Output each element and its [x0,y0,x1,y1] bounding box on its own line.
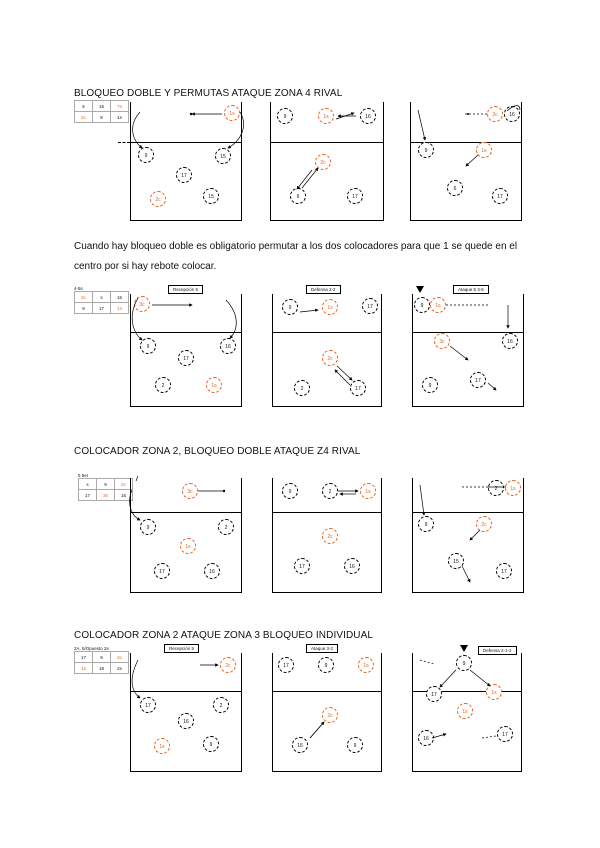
court-diagram-1c [410,102,522,221]
player: 2c [476,516,492,532]
player: 16 [204,563,220,579]
player: 16 [502,333,518,349]
player: 17 [362,298,378,314]
player: 9 [347,737,363,753]
player: 9 [282,483,298,499]
player: 9 [414,297,430,313]
phase-label: Defensa 2-2 [306,285,341,294]
phase-label: Recepción 5 [164,644,199,653]
phase-label: Defensa 2-1-2 [478,646,517,655]
player: 2 [294,380,310,396]
player: 2c [322,528,338,544]
section1-title: BLOQUEO DOBLE Y PERMUTAS ATAQUE ZONA 4 RIVAL [74,88,343,99]
player: 17 [178,350,194,366]
player: 17 [140,697,156,713]
down-arrow-icon [416,286,424,293]
player: 1s [154,738,170,754]
player: 3c [434,333,450,349]
phase-label: Ataque 3-2 [306,644,338,653]
rotation-table-3: 5 5er s 9 2c 17 3s 16 [78,473,133,501]
player: 2c [220,657,236,673]
player: 9 [418,516,434,532]
player: 16 [504,106,520,122]
player: 17 [426,686,442,702]
player: 1s [318,108,334,124]
player: 2 [218,519,234,535]
player: 17 [350,380,366,396]
player: 1s [360,483,376,499]
player: 2 [322,483,338,499]
player: 2c [322,350,338,366]
player: 1s [180,538,196,554]
player: 9 [318,657,334,673]
player: 16 [344,558,360,574]
player: 15 [203,188,219,204]
player: 1s [430,297,446,313]
player: 17 [496,563,512,579]
player: 17 [470,372,486,388]
player: 2 [155,377,171,393]
player: 17 [278,657,294,673]
player: 9 [418,142,434,158]
player: 9 [140,338,156,354]
player: 16 [418,730,434,746]
section3-title: COLOCADOR ZONA 2, BLOQUEO DOBLE ATAQUE Z4 RIVAL [74,446,361,457]
player: 1s [358,657,374,673]
player: 17 [347,188,363,204]
player: 2 [488,480,504,496]
player: 9 [282,299,298,315]
player: 17 [492,188,508,204]
player: 9 [422,377,438,393]
player: 17 [294,558,310,574]
player: 1s [206,377,222,393]
player: 9 [456,655,472,671]
player: 6 [447,180,463,196]
player: 16 [178,713,194,729]
player: 1s [486,684,502,700]
phase-label: Recepción 5 [168,285,203,294]
player: 1s [322,299,338,315]
phase-label: Ataque 5 3-5 [453,285,489,294]
player: 2c [322,707,338,723]
rotation-table-4: 2A. 5/Opuesto 2s 17 9 2c 1s 18 2s [74,646,129,674]
player: 3c [134,296,150,312]
player: 9 [138,147,154,163]
down-arrow-icon [460,645,468,652]
player: 2c [315,154,331,170]
player: 15 [215,148,231,164]
player: 3c [182,483,198,499]
player: 1s [505,480,521,496]
player: 16 [220,338,236,354]
rotation-table-2: 4-5s 2c s 16 9 17 1s [74,286,129,314]
player: 1s [476,142,492,158]
player: 2c [487,106,503,122]
player: 2c [150,191,166,207]
player: 9 [203,736,219,752]
section4-title: COLOCADOR ZONA 2 ATAQUE ZONA 3 BLOQUEO INDIVIDUAL [74,630,374,641]
player: 1s [457,703,473,719]
rotation-table-1: 5 16 7s 2c 8 1s [74,100,129,123]
player: 15 [448,553,464,569]
player: 9 [277,108,293,124]
player: 6 [290,188,306,204]
player: 17 [176,167,192,183]
player: 16 [360,108,376,124]
player: 2 [213,697,229,713]
player: 1s [224,105,240,121]
player: 17 [497,726,513,742]
player: 9 [140,519,156,535]
instruction-paragraph: Cuando hay bloqueo doble es obligatorio permutar a los dos colocadores para que 1 se quede en el centro por si hay rebote colocar. [74,241,518,272]
player: 17 [154,563,170,579]
player: 16 [292,737,308,753]
